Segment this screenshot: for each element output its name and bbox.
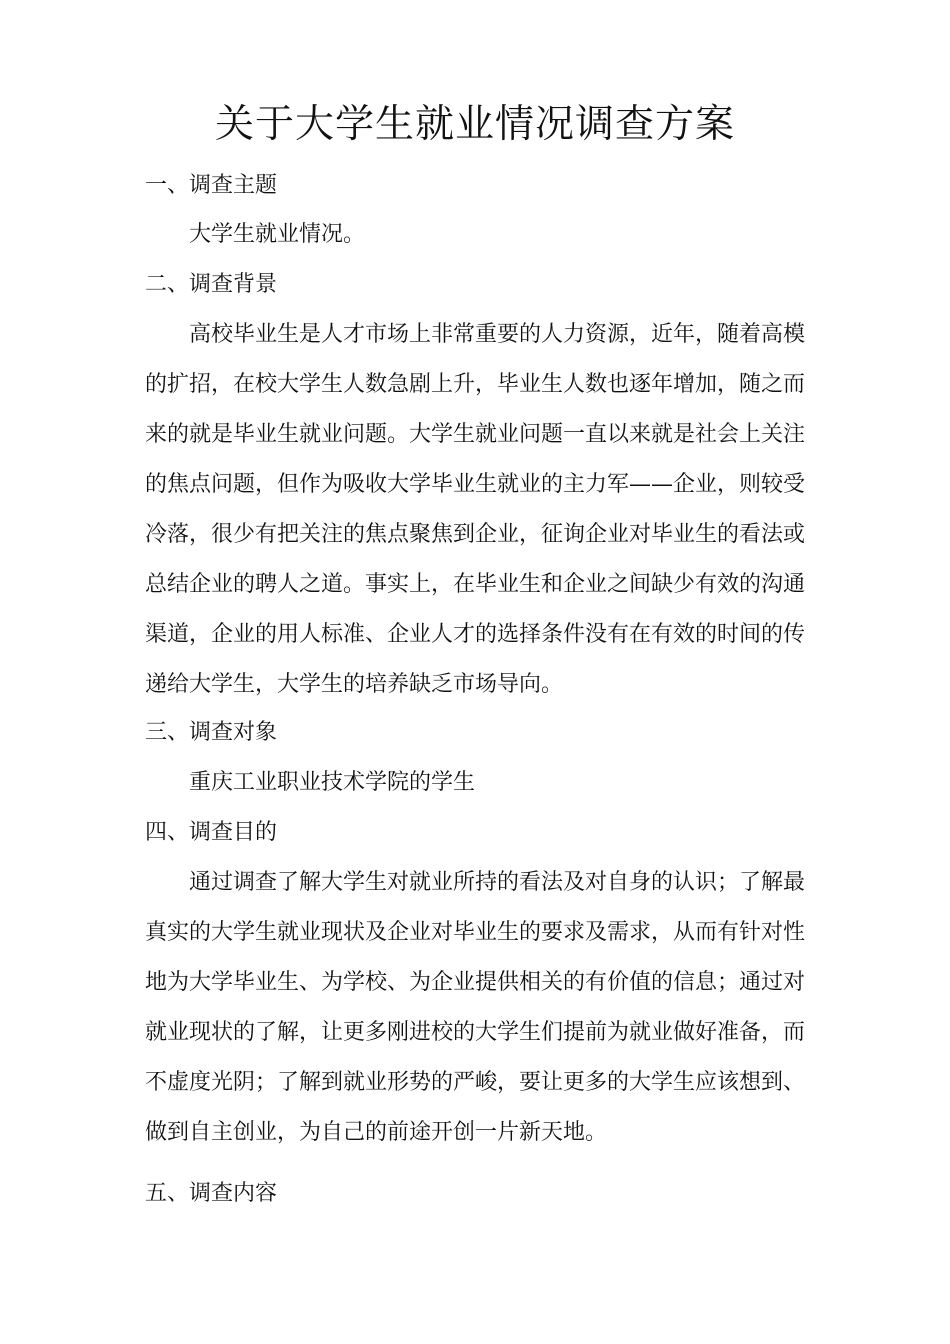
paragraph-line: 地为大学毕业生、为学校、为企业提供相关的有价值的信息；通过对 <box>145 970 806 995</box>
section-heading-subjects: 三、调查对象 <box>145 720 278 745</box>
paragraph-line: 重庆工业职业技术学院的学生 <box>189 770 476 795</box>
section-heading-purpose: 四、调查目的 <box>145 820 278 845</box>
paragraph-line: 不虚度光阴；了解到就业形势的严峻，要让更多的大学生应该想到、 <box>145 1070 806 1095</box>
paragraph-line: 就业现状的了解，让更多刚进校的大学生们提前为就业做好准备，而 <box>145 1020 806 1045</box>
paragraph-line: 渠道，企业的用人标准、企业人才的选择条件没有在有效的时间的传 <box>145 622 806 647</box>
section-body-purpose <box>145 858 810 1158</box>
paragraph-line: 的焦点问题，但作为吸收大学毕业生就业的主力军——企业，则较受 <box>145 472 806 497</box>
paragraph-line: 大学生就业情况。 <box>189 222 366 247</box>
paragraph-line: 做到自主创业，为自己的前途开创一片新天地。 <box>145 1120 608 1145</box>
paragraph-line: 的扩招，在校大学生人数急剧上升，毕业生人数也逐年增加，随之而 <box>145 372 806 397</box>
paragraph-line: 通过调查了解大学生对就业所持的看法及对自身的认识；了解最 <box>189 870 806 895</box>
paragraph-line: 总结企业的聘人之道。事实上，在毕业生和企业之间缺少有效的沟通 <box>145 572 806 597</box>
section-heading-topic: 一、调查主题 <box>145 173 278 198</box>
paragraph-line: 高校毕业生是人才市场上非常重要的人力资源，近年，随着高模 <box>189 322 806 347</box>
section-body-background <box>145 310 810 710</box>
section-body-topic <box>145 210 810 260</box>
paragraph-line: 真实的大学生就业现状及企业对毕业生的要求及需求，从而有针对性 <box>145 920 806 945</box>
paragraph-line: 冷落，很少有把关注的焦点聚焦到企业，征询企业对毕业生的看法或 <box>145 522 806 547</box>
document-title: 关于大学生就业情况调查方案 <box>214 102 735 147</box>
section-heading-background: 二、调查背景 <box>145 272 278 297</box>
paragraph-line: 递给大学生，大学生的培养缺乏市场导向。 <box>145 672 564 697</box>
section-body-subjects <box>145 758 810 808</box>
section-heading-content: 五、调查内容 <box>145 1181 278 1206</box>
paragraph-line: 来的就是毕业生就业问题。大学生就业问题一直以来就是社会上关注 <box>145 422 806 447</box>
